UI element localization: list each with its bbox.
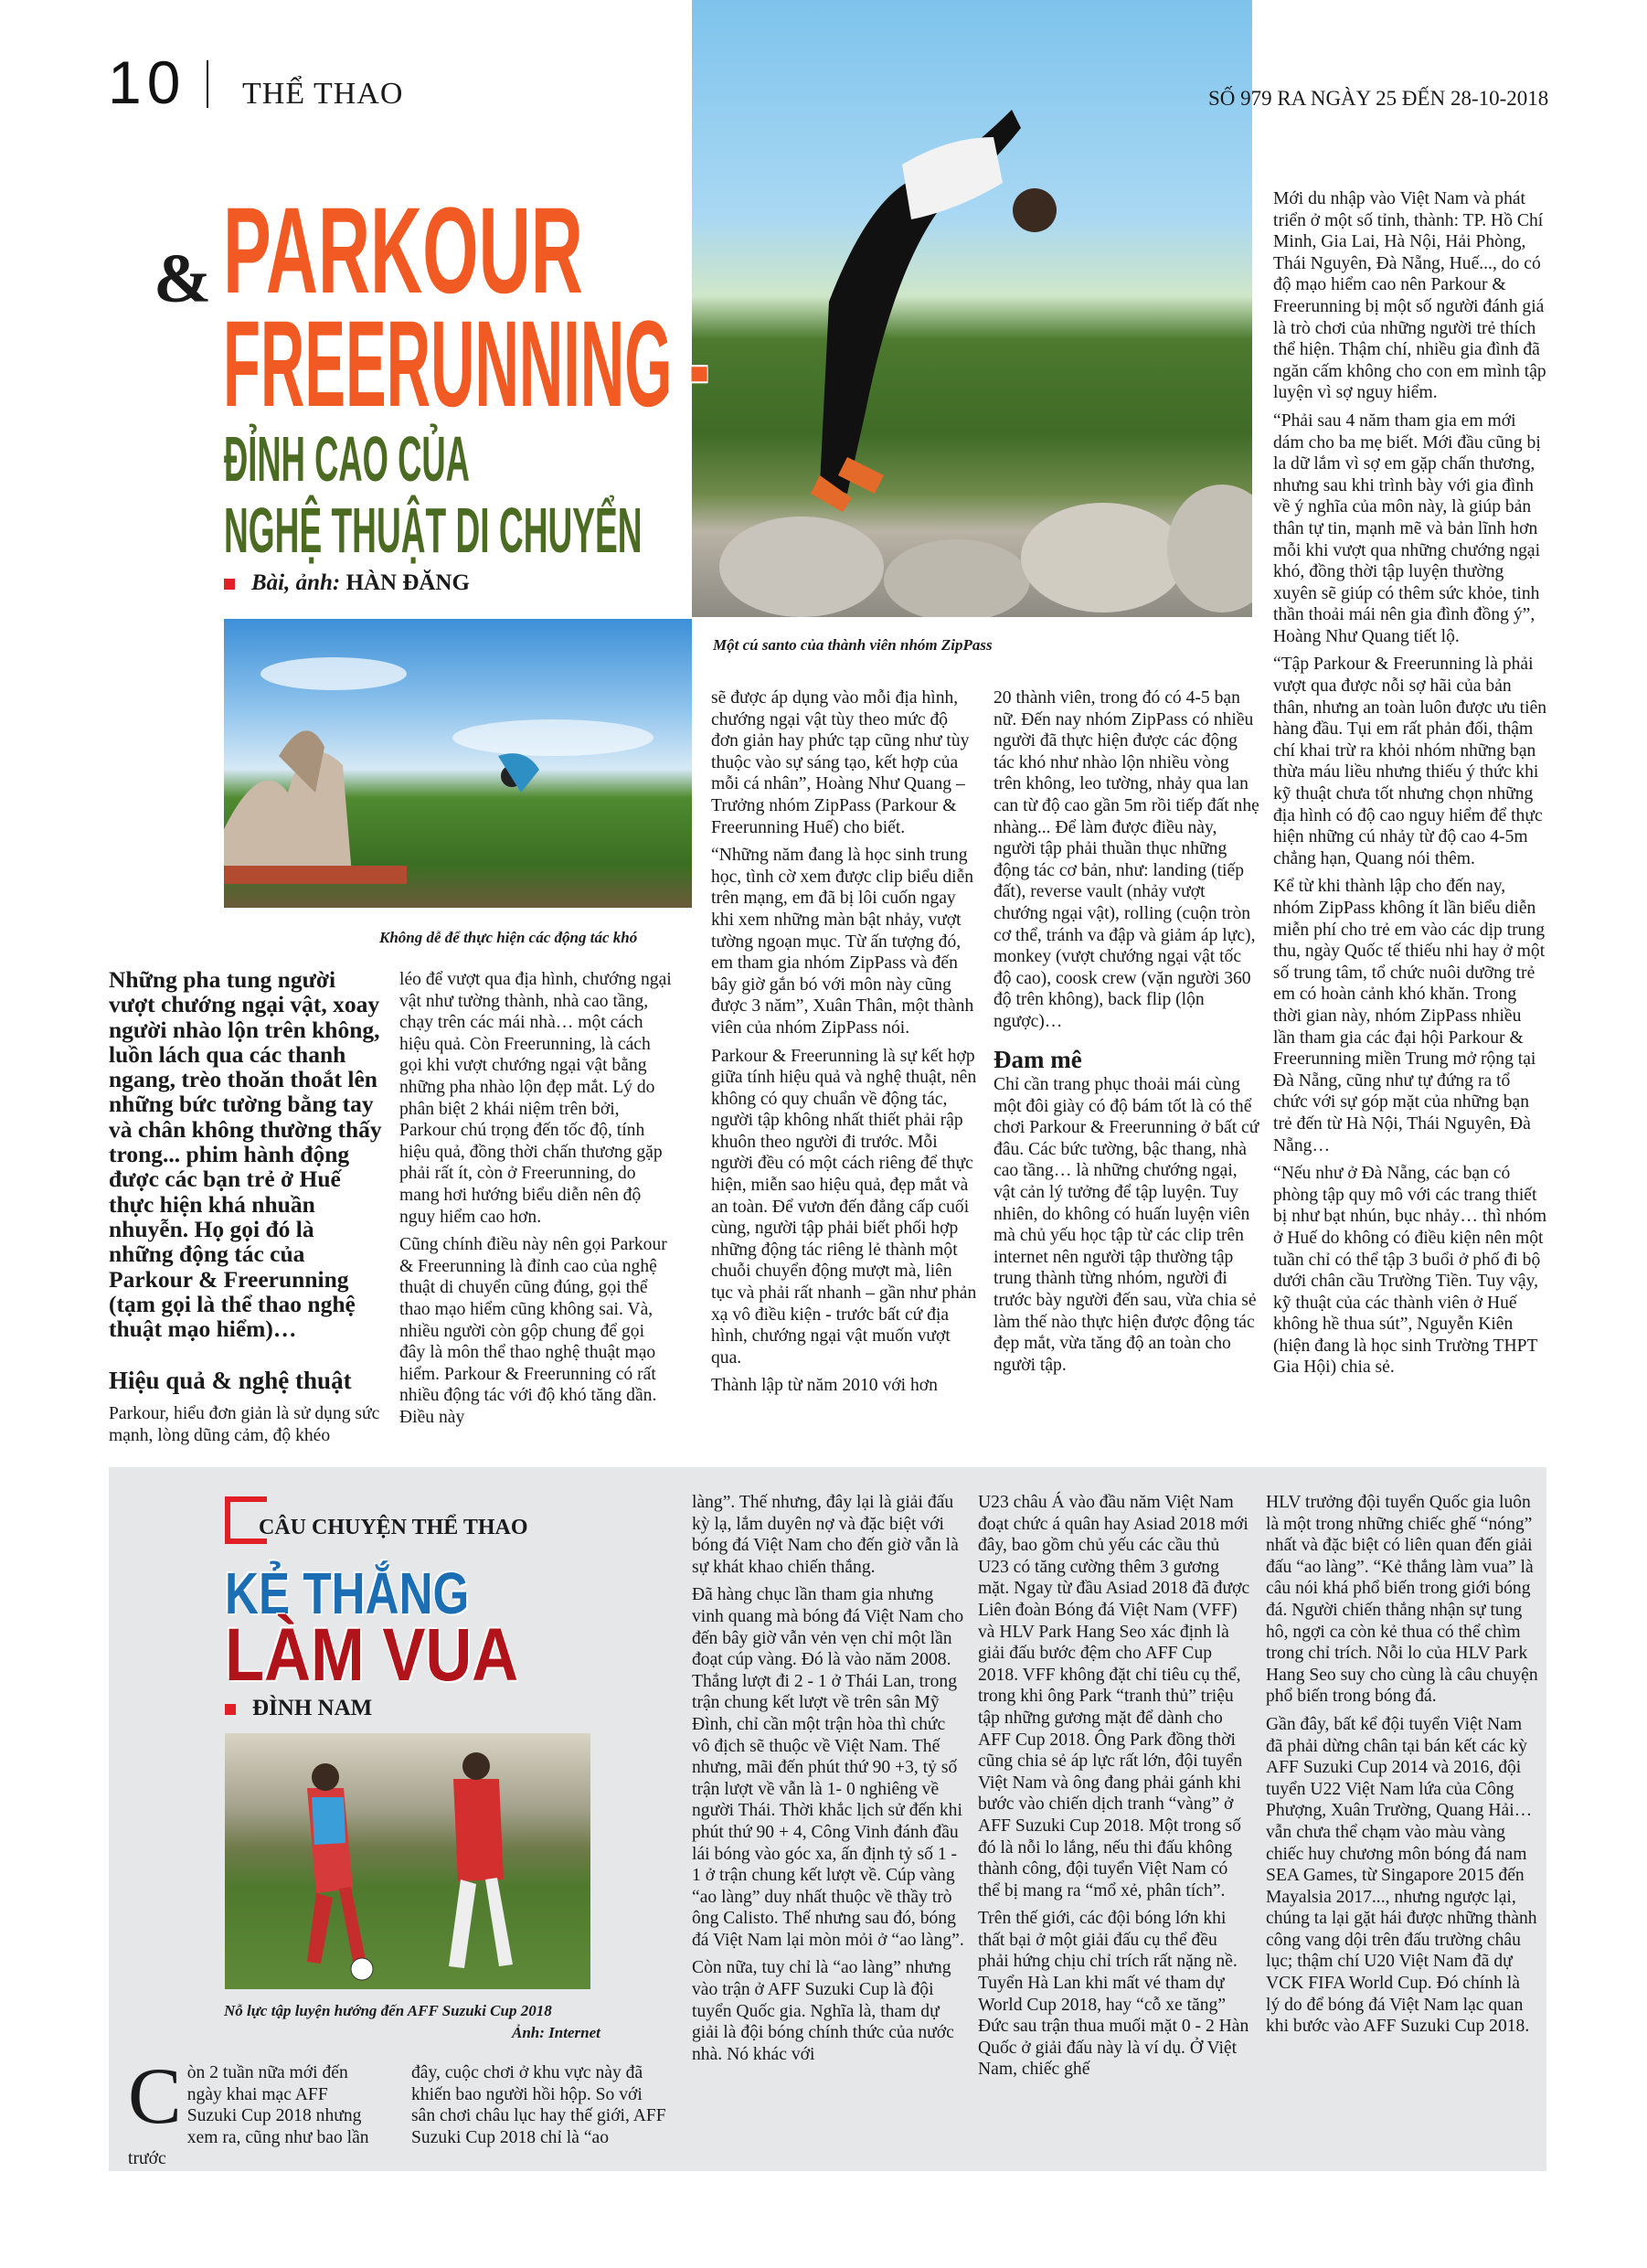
- paragraph: 20 thành viên, trong đó có 4-5 bạn nữ. Đến nay nhóm ZipPass có nhiều người đã thực hiện được các động tác khó như nhào lộn nhiều vòng trên không, leo tường, nhảy qua lan can từ độ cao gần 5m rồi tiếp đất nhẹ nhàng... Để làm được điều này, người tập phải thuần thục những động tác cơ bản, như: landing (tiếp đất), reverse vault (nhảy vượt chướng ngại vật), rolling (cuộn tròn cơ thể, tránh va đập và giảm áp lực), monkey (vượt chướng ngại vật tốc độ cao), coosk crew (vặn người 360 độ trên không), back flip (lộn ngược)…: [994, 688, 1259, 1031]
- section-name: THỂ THAO: [242, 77, 404, 111]
- paragraph: “Những năm đang là học sinh trung học, tình cờ xem được clip biểu diễn trên mạng, em đã bị lôi cuốn ngay khi xem những màn bật nhảy, vượt tường ngoạn mục. Từ ấn tượng đó, em tham gia nhóm ZipPass và đến bây giờ gắn bó với môn này cũng được 3 năm”, Xuân Thân, một thành viên của nhóm ZipPass nói.: [711, 846, 974, 1038]
- paragraph: Còn nữa, tuy chỉ là “ao làng” nhưng vào trận ở AFF Suzuki Cup là đội tuyển Quốc gia. Nghĩa là, tham dự giải là đội bóng chính thức của nước nhà. Nó khác với: [692, 1958, 954, 2064]
- title-parkour: PARKOUR: [223, 183, 583, 319]
- paragraph: léo để vượt qua địa hình, chướng ngại vật như tường thành, nhà cao tầng, chạy trên các mái nhà… một cách hiệu quả. Còn Freerunning, là cách gọi khi vượt chướng ngại vật bằng những pha nhào lộn đẹp mắt. Lý do phân biệt 2 khái niệm trên bởi, Parkour chú trọng đến tốc độ, tính hiệu quả, đồng thời chấn thương gặp phải rất ít, còn ở Freerunning, do mang hơi hướng biểu diễn nên độ nguy hiểm cao hơn.: [399, 970, 672, 1227]
- bullet-square-icon: [225, 1704, 236, 1715]
- header-divider: [207, 60, 208, 108]
- title-freerunning: FREERUNNING -: [223, 296, 710, 432]
- caption-main-photo: Một cú santo của thành viên nhóm ZipPass: [713, 636, 993, 654]
- paragraph: Mới du nhập vào Việt Nam và phát triển ở một số tỉnh, thành: TP. Hồ Chí Minh, Gia Lai, Hà Nội, Hải Phòng, Thái Nguyên, Đà Nẵng, Huế..., do có độ mạo hiểm cao nên Parkour & Freerunning bị một số người đánh giá là trò chơi của những người trẻ thích thể hiện. Thậm chí, nhiều gia đình đã ngăn cấm không cho con em mình tập luyện vì sợ nguy hiểm.: [1273, 189, 1546, 403]
- issue-date: SỐ 979 RA NGÀY 25 ĐẾN 28-10-2018: [1208, 87, 1549, 110]
- photo-illustration: [224, 619, 692, 908]
- sidebar-column-1: [692, 1492, 964, 2071]
- paragraph: đây, cuộc chơi ở khu vực này đã khiến bao người hồi hộp. So với sân chơi châu lục hay thế giới, AFF Suzuki Cup 2018 chỉ là “ao: [411, 2063, 666, 2147]
- caption-second-photo: Không dễ để thực hiện các động tác khó: [379, 929, 638, 946]
- sidebar-title-line-1: KẺ THẮNG: [225, 1560, 470, 1626]
- page-number: 10: [108, 48, 186, 116]
- paragraph: Đã hàng chục lần tham gia nhưng vinh quang mà bóng đá Việt Nam cho đến bây giờ vẫn vẻn vẹn chỉ một lần đoạt cúp vàng. Đó là vào năm 2008. Thắng lượt đi 2 - 1 ở Thái Lan, trong trận chung kết lượt về trên sân Mỹ Đình, chỉ cần một trận hòa thì chức vô địch sẽ thuộc về Việt Nam. Thế nhưng, mãi đến phút thứ 90 +3, tỷ số trận lượt về vẫn là 1- 0 nghiêng về người Thái. Thời khắc lịch sử đến khi phút thứ 90 + 4, Công Vinh đánh đầu lái bóng vào góc xa, ấn định tỷ số 1 - 1 ở trận chung kết lượt về. Cúp vàng “ao làng” duy nhất thuộc về thầy trò ông Calisto. Thế nhưng sau đó, bóng đá Việt Nam lại mòn mỏi ở “ao làng”.: [692, 1585, 964, 1950]
- main-photo-santo: [692, 0, 1252, 617]
- heading-dam-me: Đam mê: [994, 1045, 1082, 1073]
- paragraph: “Tập Parkour & Freerunning là phải vượt qua được nỗi sợ hãi của bản thân, nhưng an toàn luôn được ưu tiên hàng đầu. Tụi em rất phản đối, thậm chí khai trừ ra khỏi nhóm những bạn thừa máu liều nhưng thiếu ý thức khi kỹ thuật chưa tốt nhưng chọn những địa hình có độ cao nguy hiểm để thực hiện những cú nhảy từ độ cao 4-5m chẳng hạn, Quang nói thêm.: [1273, 655, 1547, 868]
- subtitle-line-1: ĐỈNH CAO CỦA: [224, 423, 470, 495]
- byline: [224, 570, 470, 596]
- paragraph: sẽ được áp dụng vào mỗi địa hình, chướng ngại vật tùy theo mức độ đơn giản hay phức tạp cũng như tùy thuộc vào sự sáng tạo, kết hợp của mỗi cá nhân”, Hoàng Như Quang – Trưởng nhóm ZipPass (Parkour & Freerunning Huế) cho biết.: [711, 688, 970, 837]
- sidebar-title-line-2: LÀM VUA: [225, 1613, 519, 1697]
- byline-label: Bài, ảnh:: [251, 570, 341, 595]
- title-ampersand: &: [154, 240, 212, 317]
- caption-football-photo: Nỗ lực tập luyện hướng đến AFF Suzuki Cup 2018: [224, 2002, 552, 2019]
- paragraph: “Nếu như ở Đà Nẵng, các bạn có phòng tập quy mô với các trang thiết bị như bạt nhún, bục nhảy… thì nhóm ở Huế do không có điều kiện nên một tuần chỉ có thể tập 3 buổi ở phố đi bộ dưới chân cầu Trường Tiền. Tuy vậy, kỹ thuật của các thành viên ở Huế không hề thua sút”, Nguyễn Kiên (hiện đang là học sinh Trường THPT Gia Hội) chia sẻ.: [1273, 1164, 1547, 1378]
- sidebar-author: ĐÌNH NAM: [252, 1696, 373, 1720]
- sidebar-intro-col-1: [128, 2052, 379, 2170]
- article-column-1: [109, 1403, 383, 1453]
- byline-author: HÀN ĐĂNG: [345, 570, 470, 595]
- heading-hieu-qua: Hiệu quả & nghệ thuật: [109, 1367, 352, 1394]
- article-column-2: [399, 969, 674, 1434]
- paragraph: Parkour, hiểu đơn giản là sử dụng sức mạnh, lòng dũng cảm, độ khéo: [109, 1404, 380, 1445]
- paragraph: Kể từ khi thành lập cho đến nay, nhóm ZipPass không ít lần biểu diễn miễn phí cho trẻ em vào các dịp trung thu, ngày Quốc tế thiếu nhi hay ở một số trung tâm, tổ chức nuôi dưỡng trẻ em có hoàn cảnh khó khăn. Trong thời gian này, nhóm ZipPass nhiều lần tham gia các đại hội Parkour & Freerunning miền Trung mở rộng tại Đà Nẵng, cũng như tự đứng ra tổ chức với sự góp mặt của những bạn trẻ đến từ Hà Nội, Thái Nguyên, Đà Nẵng…: [1273, 877, 1546, 1155]
- sidebar-column-3: [1266, 1492, 1538, 2044]
- photo-football-training: [225, 1733, 590, 1989]
- paragraph: Cũng chính điều này nên gọi Parkour & Freerunning là đỉnh cao của nghệ thuật di chuyển cũng đúng, gọi thể thao mạo hiểm cũng không sai. Và, nhiều người còn gộp chung để gọi đây là môn thể thao nghệ thuật mạo hiểm. Parkour & Freerunning có rất nhiều động tác với độ khó tăng dần. Điều này: [399, 1235, 667, 1427]
- article-column-5: [1273, 188, 1547, 1385]
- article-column-3: [711, 687, 978, 1403]
- paragraph: “Phải sau 4 năm tham gia em mới dám cho ba mẹ biết. Mới đầu cũng bị la dữ lắm vì sợ em gặp chấn thương, nhưng sau khi trình bày với gia đình về ý nghĩa của môn này, là giúp bản thân tự tin, mạnh mẽ và bản lĩnh hơn mỗi khi vượt qua những chướng ngại khó, đồng thời tập luyện thường xuyên sẽ giúp có thêm sức khỏe, tinh thần thoải mái nên gia đình đồng ý”, Hoàng Như Quang tiết lộ.: [1273, 410, 1541, 646]
- paragraph: Thành lập từ năm 2010 với hơn: [711, 1376, 938, 1396]
- paragraph: Parkour & Freerunning là sự kết hợp giữa tính hiệu quả và nghệ thuật, nên không có quy chuẩn về động tác, người tập không nhất thiết phải rập khuôn theo người đi trước. Mỗi người đều có một cách riêng để thực hiện, miễn sao hiệu quả, đẹp mắt và an toàn. Để vươn đến đẳng cấp cuối cùng, người tập phải biết phối hợp những động tác riêng lẻ thành một chuỗi chuyển động mượt mà, liên tục và phải rất nhanh – gần như phản xạ vô điều kiện - trước bất cứ địa hình, chướng ngại vật muốn vượt qua.: [711, 1046, 977, 1368]
- bullet-square-icon: [224, 579, 235, 590]
- article-lead: Những pha tung người vượt chướng ngại vật, xoay người nhào lộn trên không, luồn lách qua các thanh ngang, trèo thoăn thoắt lên những bức tường bằng tay và chân không thường thấy trong... phim hành động được các bạn trẻ ở Huế thực hiện khá nhuần nhuyễn. Họ gọi đó là những động tác của Parkour & Freerunning (tạm gọi là thể thao nghệ thuật mạo hiểm)…: [109, 966, 382, 1343]
- photo-illustration: [692, 0, 1252, 617]
- sidebar-byline: [225, 1696, 372, 1721]
- paragraph: Gần đây, bất kể đội tuyển Việt Nam đã phải dừng chân tại bán kết các kỳ AFF Suzuki Cup 2014 và 2016, đội tuyển U22 Việt Nam lứa của Công Phượng, Xuân Trường, Quang Hải… vẫn chưa thể chạm vào màu vàng chiếc huy chương môn bóng đá nam SEA Games, từ Singapore 2015 đến Mayalsia 2017..., nhưng ngược lại, chúng ta lại gặt hái được những thành công vang dội trên đấu trường châu lục; thậm chí U20 Việt Nam đã dự VCK FIFA World Cup. Đó chính là lý do để bóng đá Việt Nam lạc quan khi bước vào AFF Suzuki Cup 2018.: [1266, 1714, 1537, 2037]
- photo-credit: Ảnh: Internet: [512, 2024, 600, 2041]
- photo-backflip: [224, 619, 692, 908]
- paragraph: Chỉ cần trang phục thoải mái cùng một đôi giày có độ bám tốt là có thể chơi Parkour & Freerunning ở bất cứ đâu. Các bức tường, bậc thang, nhà cao tầng… là những chướng ngại, vật cản lý tưởng để tập luyện. Tuy nhiên, do không có huấn luyện viên mà chủ yếu học tập từ các clip trên internet nên người tập thường tập trung thành từng nhóm, người đi trước bày người đến sau, vừa chia sẻ làm thế nào thực hiện được động tác đẹp mắt, vừa tăng độ an toàn cho người tập.: [994, 1075, 1259, 1375]
- photo-illustration: [225, 1733, 590, 1989]
- drop-cap: C: [128, 2052, 182, 2141]
- paragraph: U23 châu Á vào đầu năm Việt Nam đoạt chức á quân hay Asiad 2018 mới đây, bao gồm chủ yếu các cầu thủ U23 có tăng cường thêm 3 gương mặt. Ngay từ đầu Asiad 2018 đã được Liên đoàn Bóng đá Việt Nam (VFF) và HLV Park Hang Seo xác định là giải đấu bước đệm cho AFF Cup 2018. VFF không đặt chỉ tiêu cụ thể, trong khi ông Park “tranh thủ” triệu tập những gương mặt để dành cho AFF Cup 2018. Ông Park đồng thời cũng chia sẻ áp lực rất lớn, đội tuyển Việt Nam và ông đang phải gánh khi bước vào chiến dịch tranh “vàng” ở AFF Suzuki Cup 2018. Một trong số đó là nỗi lo lắng, nếu thi đấu không thành công, đội tuyển Việt Nam có thể bị mang ra “mổ xẻ, phân tích”.: [978, 1493, 1250, 1901]
- sidebar-column-2: [978, 1492, 1250, 2087]
- paragraph: Trên thế giới, các đội bóng lớn khi thất bại ở một giải đấu cụ thể đều phải hứng chịu chỉ trích rất nặng nề. Tuyển Hà Lan khi mất vé tham dự World Cup 2018, hay “cỗ xe tăng” Đức sau trận thua muối mặt 0 - 2 Hàn Quốc ở giải đấu này là ví dụ. Ở Việt Nam, chiếc ghế: [978, 1909, 1249, 2080]
- article-column-4: [994, 687, 1260, 1382]
- paragraph: òn 2 tuần nữa mới đến ngày khai mạc AFF Suzuki Cup 2018 nhưng xem ra, cũng như bao lần trước: [128, 2063, 369, 2169]
- paragraph: HLV trưởng đội tuyển Quốc gia luôn là một trong những chiếc ghế “nóng” nhất và đặc biệt có liên quan đến giải đấu “ao làng”. “Kẻ thắng làm vua” là câu nói khá phổ biến trong giới bóng đá. Người chiến thắng nhận sự tung hô, ngợi ca còn kẻ thua có thể chìm trong chỉ trích. Nỗi lo của HLV Park Hang Seo suy cho cùng là câu chuyện phổ biến trong bóng đá.: [1266, 1493, 1538, 1707]
- sidebar-kicker: CÂU CHUYỆN THỂ THAO: [259, 1516, 528, 1539]
- paragraph: làng”. Thế nhưng, đây lại là giải đấu kỳ lạ, lắm duyên nợ và đặc biệt với bóng đá Việt Nam cho đến giờ vẫn là sự khát khao chiến thắng.: [692, 1493, 959, 1577]
- subtitle-line-2: NGHỆ THUẬT DI CHUYỂN: [224, 495, 643, 566]
- sidebar-intro-col-2: [411, 2062, 667, 2155]
